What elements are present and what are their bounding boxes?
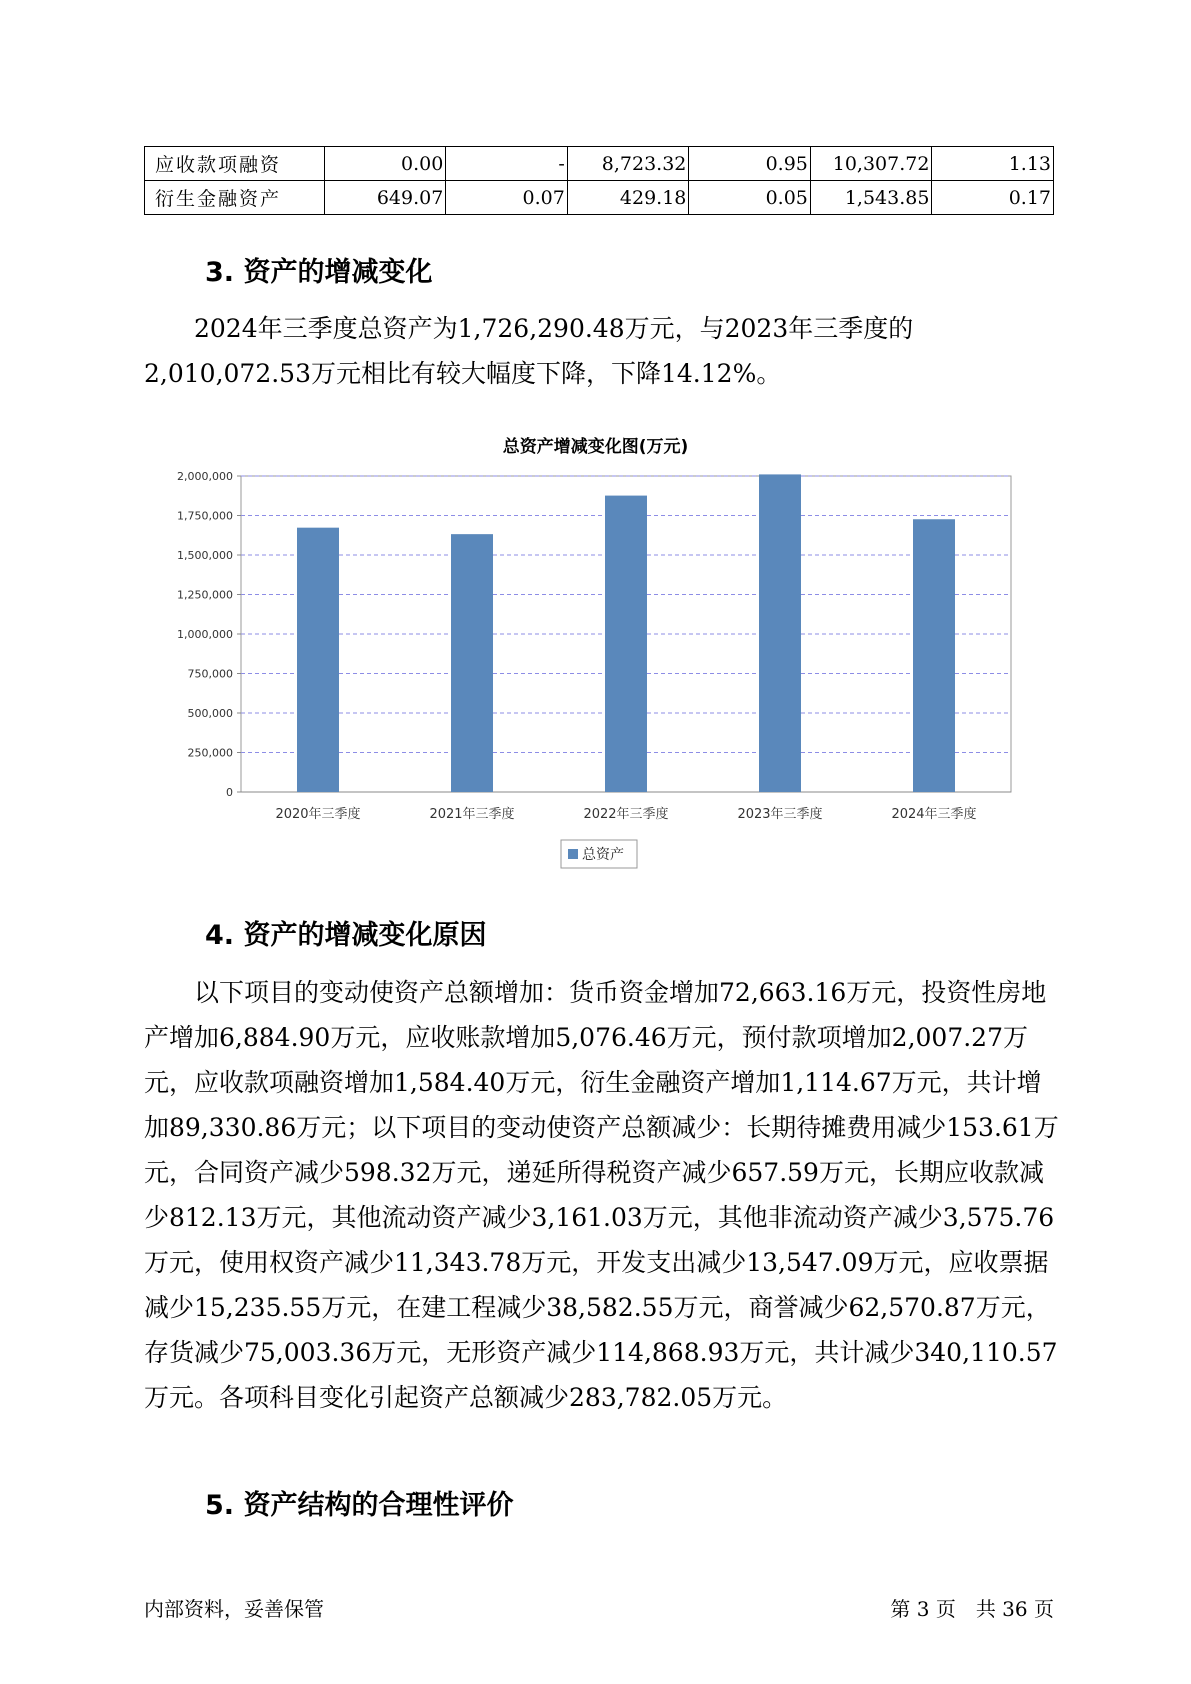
legend-label: 总资产 — [582, 847, 624, 863]
cell-value: 0.95 — [689, 147, 811, 181]
bar — [605, 496, 647, 792]
y-tick-label: 0 — [226, 786, 233, 799]
section-heading-5: 5. 资产结构的合理性评价 — [205, 1490, 514, 1521]
cell-value: 0.05 — [689, 181, 811, 215]
y-tick-label: 1,000,000 — [177, 628, 233, 641]
y-tick-label: 1,250,000 — [177, 588, 233, 602]
row-name: 衍生金融资产 — [145, 181, 325, 215]
page-number: 第 3 页 共 36 页 — [890, 1597, 1054, 1621]
bar — [759, 474, 801, 792]
y-tick-label: 1,500,000 — [177, 549, 233, 562]
cell-value: 10,307.72 — [810, 147, 932, 181]
cell-value: 0.17 — [932, 181, 1054, 215]
bar — [297, 528, 339, 792]
section-4-paragraph: 以下项目的变动使资产总额增加：货币资金增加72,663.16万元，投资性房地产增加6,884.90万元，应收账款增加5,076.46万元，预付款项增加2,007.27万元，应收款项融资增加1,584.40万元，衍生金融资产增加1,114.67万元，共计增加89,330.86万元；以下项目的变动使资产总额减少：长期待摊费用减少153.61万元，合同资产减少598.32万元，递延所得税资产减少657.59万元，长期应收款减少812.13万元，其他流动资产减少3,161.03万元，其他非流动资产减少3,575.76万元，使用权资产减少11,343.78万元，开发支出减少13,547.09万元，应收票据减少15,235.55万元，在建工程减少38,582.55万元，商誉减少62,570.87万元，存货减少75,003.36万元，无形资产减少114,868.93万元，共计减少340,110.57万元。各项科目变化引起资产总额减少283,782.05万元。 — [144, 978, 1059, 1412]
y-tick-label: 250,000 — [187, 746, 233, 760]
bar — [451, 534, 493, 792]
y-tick-label: 2,000,000 — [177, 470, 233, 483]
legend-swatch — [568, 849, 578, 859]
cell-value: 0.00 — [324, 147, 446, 181]
section-3-paragraph: 2024年三季度总资产为1,726,290.48万元，与2023年三季度的2,010,072.53万元相比有较大幅度下降，下降14.12%。 — [144, 314, 914, 388]
cell-value: 649.07 — [324, 181, 446, 215]
y-tick-label: 500,000 — [187, 707, 233, 720]
cell-value: - — [446, 147, 568, 181]
cell-value: 8,723.32 — [567, 147, 689, 181]
x-tick-label: 2023年三季度 — [737, 807, 823, 822]
x-tick-label: 2021年三季度 — [429, 807, 515, 822]
bar — [913, 519, 955, 792]
footer-note: 内部资料，妥善保管 — [144, 1597, 324, 1621]
y-tick-label: 1,750,000 — [177, 509, 233, 523]
cell-value: 429.18 — [567, 181, 689, 215]
x-tick-label: 2022年三季度 — [583, 807, 669, 822]
section-heading-4: 4. 资产的增减变化原因 — [205, 920, 487, 951]
cell-value: 1,543.85 — [810, 181, 932, 215]
section-heading-3: 3. 资产的增减变化 — [205, 257, 433, 288]
cell-value: 0.07 — [446, 181, 568, 215]
x-tick-label: 2024年三季度 — [891, 807, 977, 822]
cell-value: 1.13 — [932, 147, 1054, 181]
row-name: 应收款项融资 — [145, 147, 325, 181]
x-tick-label: 2020年三季度 — [275, 807, 361, 822]
y-tick-label: 750,000 — [187, 667, 233, 681]
chart-title: 总资产增减变化图(万元) — [502, 437, 689, 457]
